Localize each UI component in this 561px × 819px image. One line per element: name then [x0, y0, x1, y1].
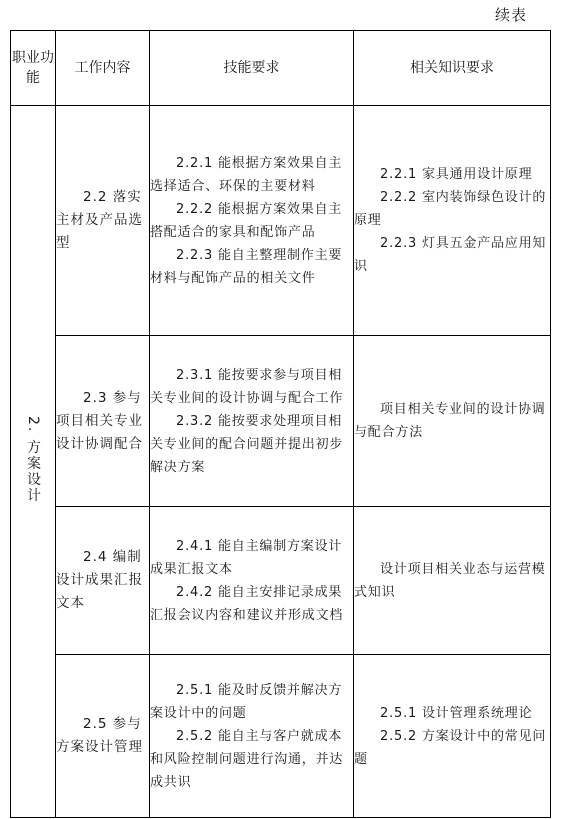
header-function: 职业功能	[11, 31, 56, 106]
skill-item: 2.4.1 能自主编制方案设计成果汇报文本	[150, 538, 343, 577]
knowledge-cell	[354, 106, 551, 336]
knowledge-item: 2.5.1 设计管理系统理论	[380, 705, 533, 721]
work-content-cell: 2.5 参与方案设计管理	[56, 655, 150, 818]
skill-cell	[150, 507, 354, 655]
table-row	[11, 655, 551, 818]
skill-item: 2.2.2 能根据方案效果自主搭配适合的家具和配饰产品	[150, 201, 343, 240]
knowledge-item: 2.5.2 方案设计中的常见问题	[354, 728, 547, 767]
knowledge-item: 项目相关专业间的设计协调与配合方法	[354, 402, 546, 440]
skill-item: 2.3.2 能按要求处理项目相关专业间的配合问题并提出初步解决方案	[150, 413, 344, 475]
header-skill: 技能要求	[150, 31, 354, 106]
header-work-content: 工作内容	[56, 31, 150, 106]
knowledge-cell	[354, 655, 551, 818]
knowledge-item: 2.2.2 室内装饰绿色设计的原理	[354, 190, 547, 228]
knowledge-item: 2.2.3 灯具五金产品应用知识	[354, 236, 547, 274]
table-row	[11, 106, 551, 336]
knowledge-cell	[354, 507, 551, 655]
skill-item: 2.2.3 能自主整理制作主要材料与配饰产品的相关文件	[150, 247, 343, 286]
function-cell	[11, 106, 56, 818]
function-name: 2. 方案设计	[25, 415, 41, 504]
knowledge-item: 设计项目相关业态与运营模式知识	[354, 561, 546, 600]
continued-label: 续表	[495, 6, 528, 24]
work-content-cell: 2.4 编制设计成果汇报文本	[56, 507, 150, 655]
knowledge-item: 2.2.1 家具通用设计原理	[380, 167, 533, 182]
skill-cell	[150, 655, 354, 818]
table-row	[11, 336, 551, 507]
header-knowledge: 相关知识要求	[354, 31, 551, 106]
skill-cell	[150, 106, 354, 336]
table-header-row	[11, 31, 551, 106]
skill-item: 2.3.1 能按要求参与项目相关专业间的设计协调与配合工作	[150, 367, 344, 406]
work-content-cell: 2.2 落实主材及产品选型	[56, 106, 150, 336]
table-row	[11, 507, 551, 655]
occupational-standard-table	[10, 30, 551, 818]
skill-item: 2.5.1 能及时反馈并解决方案设计中的问题	[150, 682, 343, 721]
knowledge-cell	[354, 336, 551, 507]
skill-item: 2.2.1 能根据方案效果自主选择适合、环保的主要材料	[150, 155, 343, 194]
skill-item: 2.5.2 能自主与客户就成本和风险控制问题进行沟通，并达成共识	[150, 728, 344, 790]
skill-cell	[150, 336, 354, 507]
skill-item: 2.4.2 能自主安排记录成果汇报会议内容和建议并形成文档	[150, 584, 344, 623]
work-content-cell: 2.3 参与项目相关专业设计协调配合	[56, 336, 150, 507]
